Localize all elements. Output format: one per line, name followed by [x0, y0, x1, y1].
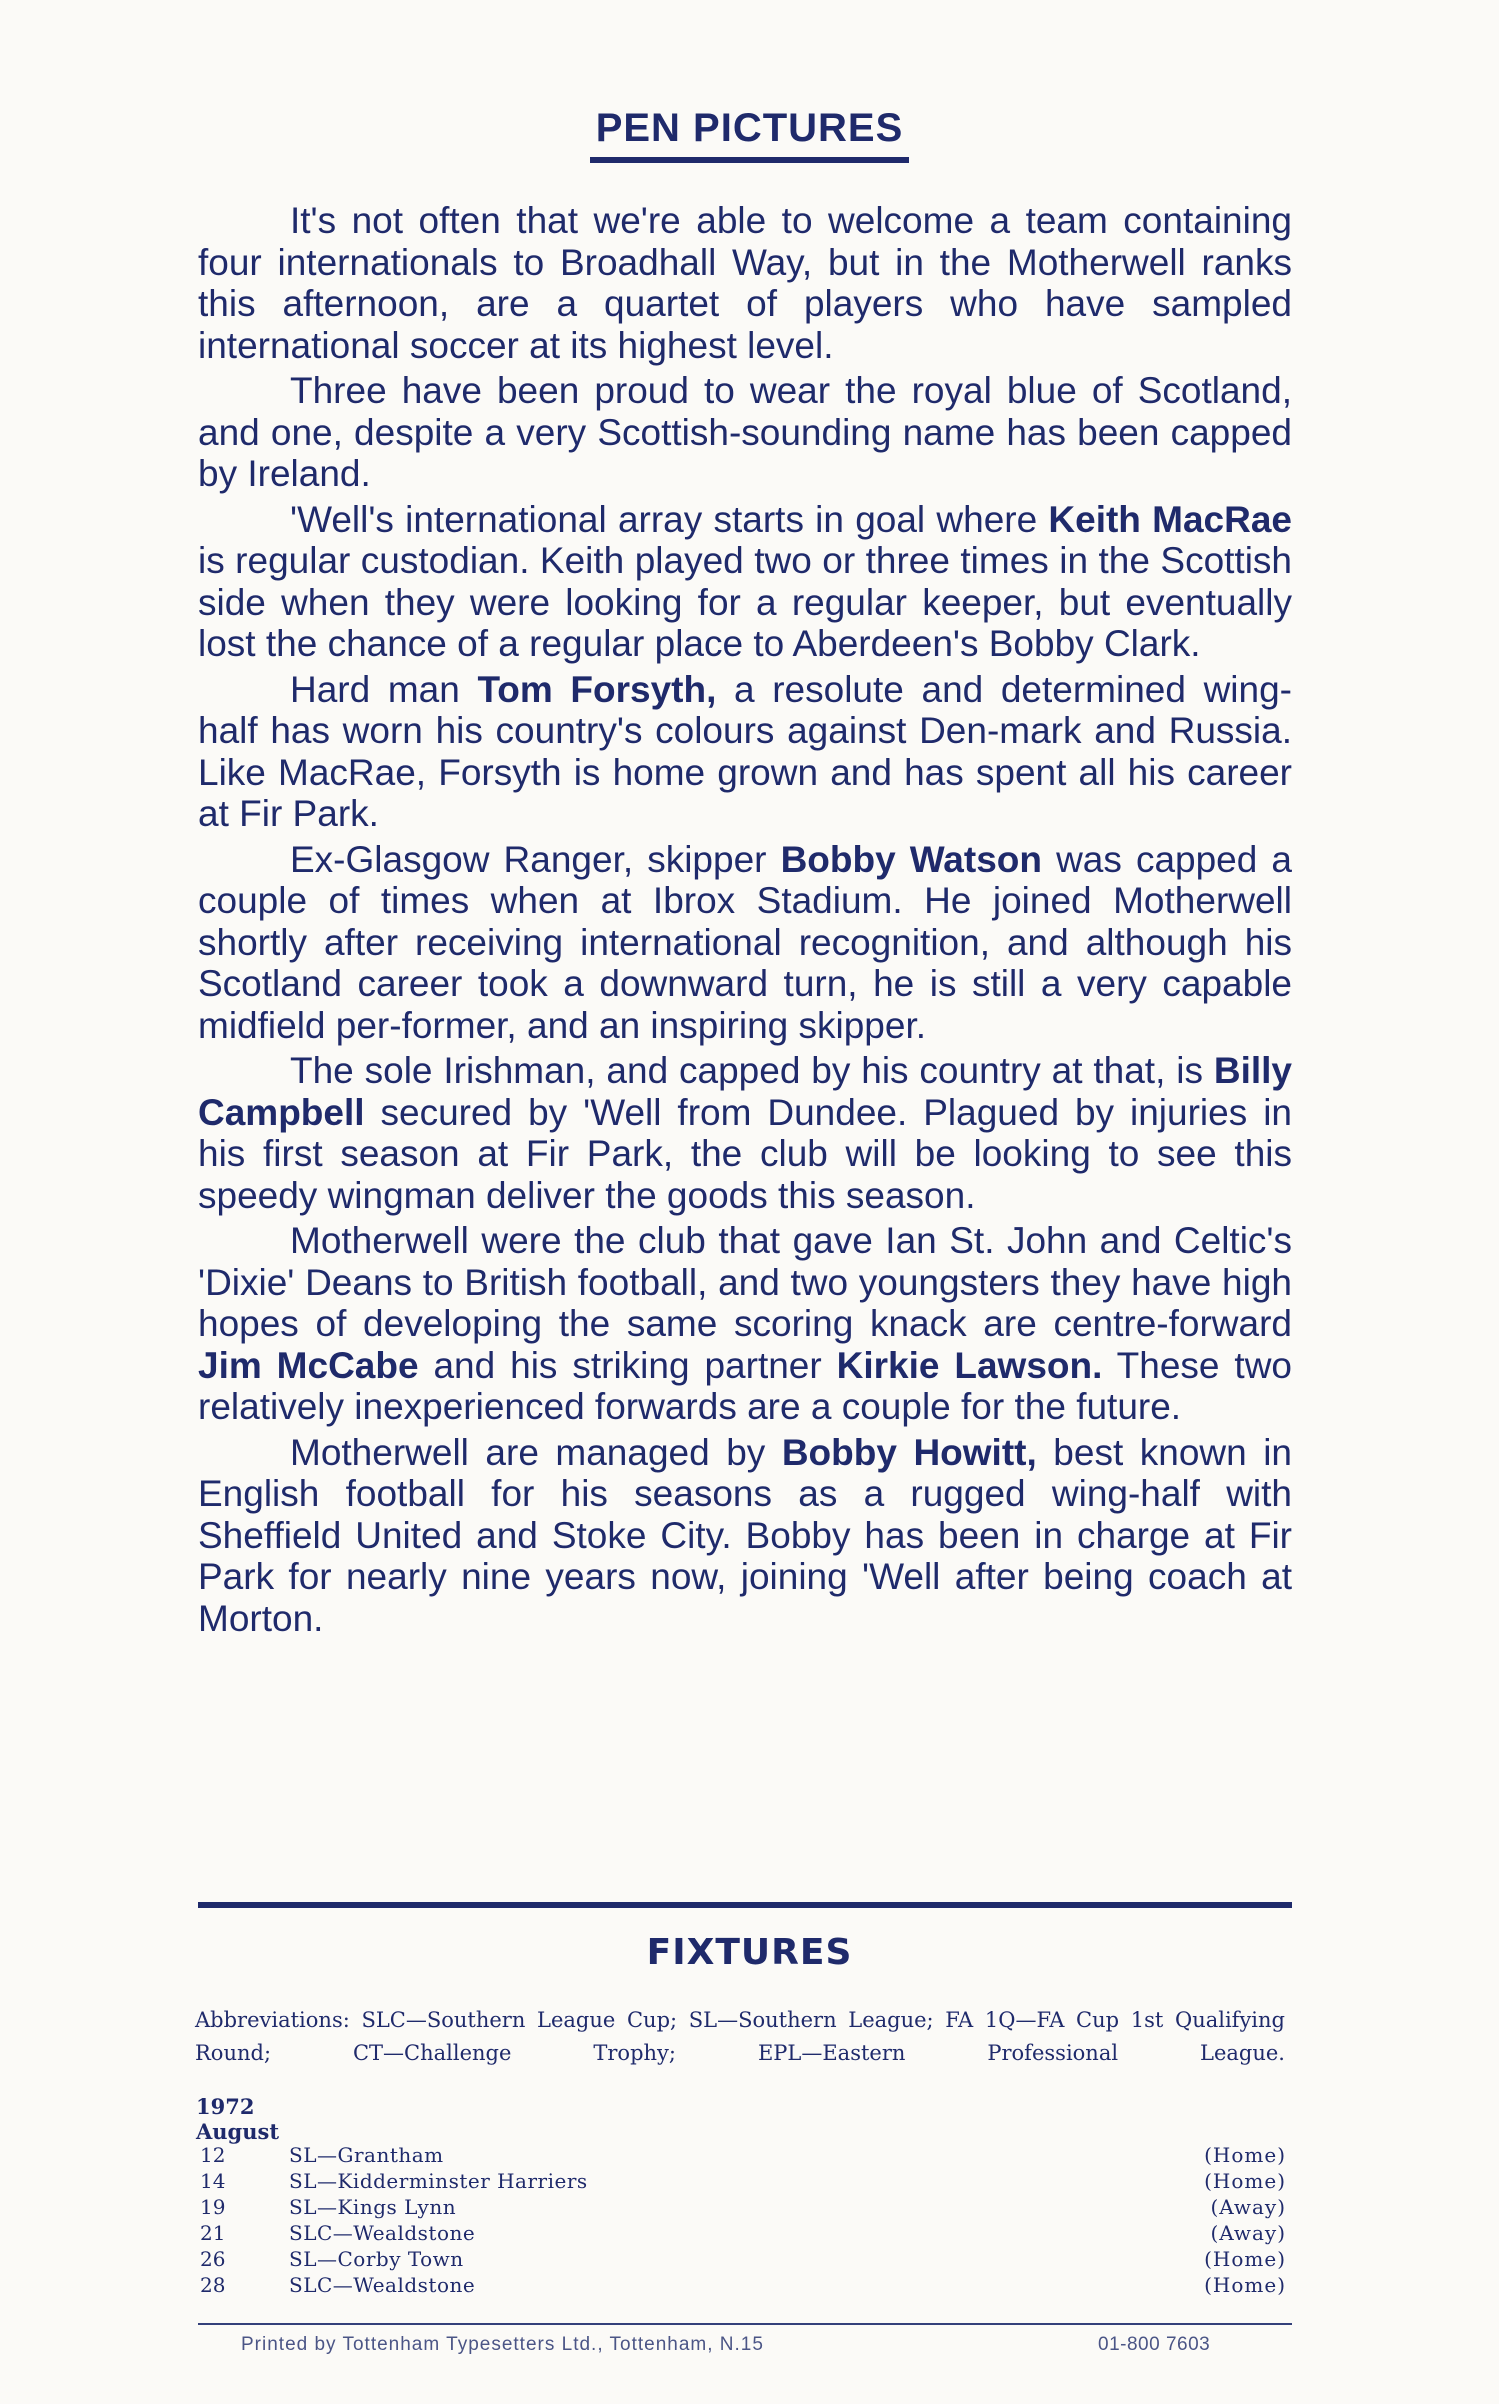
paragraph-7: Motherwell were the club that gave Ian St. John and Celtic's 'Dixie' Deans to British football, and two youngsters they have high hopes of developing the same scoring knack are centre-forward Jim McCabe and his striking partner Kirkie Lawson. These two relatively inexperienced forwards are a couple for the future.: [198, 1220, 1292, 1427]
fixtures-list: [196, 2143, 1286, 2299]
fixture-venue: (Home): [1204, 2273, 1286, 2297]
player-name: Keith MacRae: [1048, 498, 1292, 540]
fixture-day: 26: [200, 2247, 226, 2271]
fixture-row: [196, 2169, 1286, 2195]
player-name: Billy Campbell: [198, 1050, 1292, 1133]
fixture-venue: (Away): [1210, 2195, 1286, 2219]
printer-credit: Printed by Tottenham Typesetters Ltd., Tottenham, N.15: [241, 2334, 764, 2355]
fixtures-heading: FIXTURES: [646, 1932, 853, 1973]
fixture-venue: (Home): [1204, 2247, 1286, 2271]
paragraph-2: Three have been proud to wear the royal blue of Scotland, and one, despite a very Scottish-sounding name has been capped by Ireland.: [198, 370, 1292, 494]
section-divider: [198, 1902, 1292, 1908]
fixture-row: [196, 2247, 1286, 2273]
fixture-opponent: SL—Corby Town: [289, 2247, 464, 2271]
fixtures-year: 1972: [196, 2094, 255, 2119]
paragraph-3: 'Well's international array starts in goal where Keith MacRae is regular custodian. Keith played two or three times in the Scottish side when they were looking for a regular keeper, but eventually lost the chance of a regular place to Aberdeen's Bobby Clark.: [198, 498, 1292, 664]
footer-divider: [198, 2323, 1292, 2325]
fixture-day: 19: [200, 2195, 226, 2219]
fixture-day: 21: [200, 2221, 226, 2245]
fixture-row: [196, 2195, 1286, 2221]
fixture-opponent: SL—Kidderminster Harriers: [289, 2169, 588, 2193]
heading-text: PEN PICTURES: [590, 106, 910, 163]
fixtures-month: August: [196, 2119, 280, 2144]
paragraph-5: Ex-Glasgow Ranger, skipper Bobby Watson was capped a couple of times when at Ibrox Stadium. He joined Motherwell shortly after receiving international recognition, and although his Scotland career took a downward turn, he is still a very capable midfield per-former, and an inspiring skipper.: [198, 838, 1292, 1046]
fixture-day: 28: [200, 2273, 226, 2297]
fixture-venue: (Home): [1204, 2143, 1286, 2167]
pen-pictures-heading: [0, 106, 1499, 163]
fixture-day: 12: [200, 2143, 226, 2167]
printer-phone: 01-800 7603: [1098, 2334, 1211, 2355]
fixture-opponent: SL—Grantham: [289, 2143, 444, 2167]
player-name: Kirkie Lawson.: [836, 1344, 1103, 1386]
pen-pictures-article: [198, 200, 1292, 1643]
player-name: Tom Forsyth,: [477, 668, 717, 710]
paragraph-4: Hard man Tom Forsyth, a resolute and determined wing-half has worn his country's colours against Den-mark and Russia. Like MacRae, Forsyth is home grown and has spent all his career at Fir Park.: [198, 668, 1293, 834]
fixture-row: [196, 2273, 1286, 2299]
paragraph-1: It's not often that we're able to welcome a team containing four internationals to Broadhall Way, but in the Motherwell ranks this afternoon, are a quartet of players who have sampled international soccer at its highest level.: [198, 200, 1292, 366]
fixture-opponent: SL—Kings Lynn: [289, 2195, 457, 2219]
fixture-row: [196, 2143, 1286, 2169]
fixture-row: [196, 2221, 1286, 2247]
fixture-opponent: SLC—Wealdstone: [289, 2221, 476, 2245]
abbreviations-note: Abbreviations: SLC—Southern League Cup; SL—Southern League; FA 1Q—FA Cup 1st Qualifying Round; CT—Challenge Trophy; EPL—Eastern Professional League.: [195, 2008, 1285, 2065]
paragraph-8: Motherwell are managed by Bobby Howitt, best known in English football for his seasons as a rugged wing-half with Sheffield United and Stoke City. Bobby has been in charge at Fir Park for nearly nine years now, joining 'Well after being coach at Morton.: [198, 1431, 1293, 1639]
fixture-venue: (Home): [1204, 2169, 1286, 2193]
fixture-opponent: SLC—Wealdstone: [289, 2273, 476, 2297]
fixture-venue: (Away): [1210, 2221, 1286, 2245]
fixture-day: 14: [200, 2169, 226, 2193]
player-name: Jim McCabe: [198, 1344, 419, 1386]
manager-name: Bobby Howitt,: [781, 1431, 1037, 1473]
paragraph-6: The sole Irishman, and capped by his country at that, is Billy Campbell secured by 'Well from Dundee. Plagued by injuries in his first season at Fir Park, the club will be looking to see this speedy wingman deliver the goods this season.: [198, 1050, 1292, 1216]
player-name: Bobby Watson: [780, 838, 1042, 880]
